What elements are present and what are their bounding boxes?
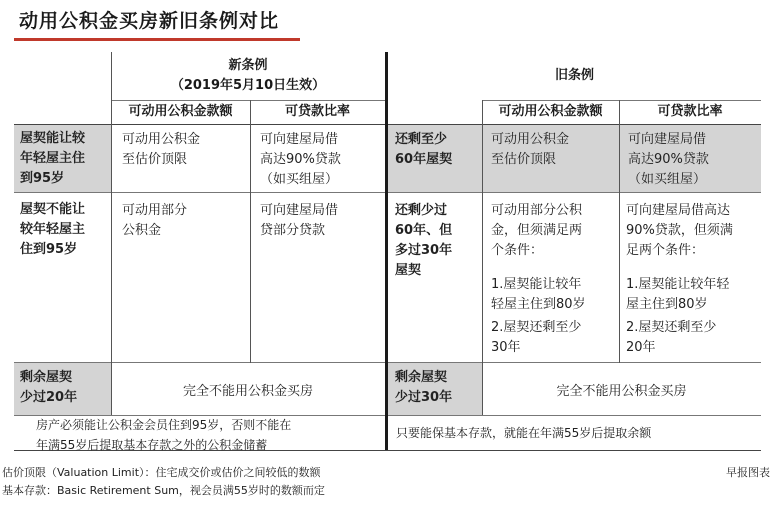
row2-old-ratio: 可向建屋局借高达 90%贷款，但须满 足两个条件：	[626, 203, 733, 258]
new-old-divider	[385, 52, 388, 450]
row2-old-amount-condition-2: 2.屋契还剩至少 30年	[491, 320, 582, 355]
row1-old-amount: 可动用公积金 至估价顶限	[491, 132, 570, 167]
old-rules-note: 只要能保基本存款，就能在年满55岁后提取余额	[396, 426, 652, 440]
header-sub-line-new	[111, 100, 385, 101]
old-col-ratio-header: 可贷款比率	[657, 104, 723, 119]
title-underline	[14, 38, 300, 41]
new-col-amount-header: 可动用公积金款额	[128, 104, 233, 119]
footnote-valuation-limit: 估价顶限（Valuation Limit）：住宅成交价或估价之间较低的数额	[2, 466, 321, 479]
row2-old-amount-condition-1: 1.屋契能让较年 轻屋主住到80岁	[491, 277, 586, 312]
row2-old-amount: 可动用部分公积 金，但须满足两 个条件：	[491, 203, 583, 258]
row3-new-text: 完全不能用公积金买房	[182, 384, 313, 399]
page-title: 动用公积金买房新旧条例对比	[19, 10, 280, 32]
footnote-basic-retirement-sum: 基本存款：Basic Retirement Sum，视会员满55岁时的数额而定	[2, 484, 325, 497]
new-rules-heading: 新条例	[228, 58, 268, 73]
header-sub-line-old	[482, 100, 761, 101]
col-line-new-2	[250, 100, 251, 363]
new-rules-effective-date: （2019年5月10日生效）	[170, 78, 326, 93]
row2-old-ratio-condition-1: 1.屋契能让较年轻 屋主住到80岁	[626, 277, 730, 312]
row2-old-ratio-condition-2: 2.屋契还剩至少 20年	[626, 320, 717, 355]
col-line-old-1	[482, 100, 483, 415]
old-col-amount-header: 可动用公积金款额	[498, 104, 603, 119]
row2-old-label: 还剩少过 60年、但 多过30年 屋契	[395, 203, 453, 278]
old-rules-heading: 旧条例	[554, 68, 594, 83]
col-line-old-2	[619, 100, 620, 363]
row3-new-label: 剩余屋契 少过20年	[20, 370, 78, 405]
row2-new-amount: 可动用部分 公积金	[122, 203, 188, 238]
new-col-ratio-header: 可贷款比率	[284, 104, 350, 119]
new-rules-note: 房产必须能让公积金会员住到95岁，否则不能在 年满55岁后提取基本存款之外的公积金储蓄	[36, 418, 292, 452]
row2-new-ratio: 可向建屋局借 贷部分贷款	[260, 203, 339, 238]
row2-new-label: 屋契不能让 较年轻屋主 住到95岁	[20, 202, 86, 257]
row1-new-amount: 可动用公积金 至估价顶限	[122, 132, 201, 167]
row3-old-label: 剩余屋契 少过30年	[395, 370, 453, 405]
row1-old-label: 还剩至少 60年屋契	[395, 132, 453, 167]
row1-old-ratio: 可向建屋局借 高达90%贷款 （如买组屋）	[628, 132, 709, 187]
row3-old-text: 完全不能用公积金买房	[556, 384, 687, 399]
row1-new-ratio: 可向建屋局借 高达90%贷款 （如买组屋）	[260, 132, 341, 187]
source-credit: 早报图表	[726, 466, 770, 479]
row1-new-label: 屋契能让较 年轻屋主住 到95岁	[20, 131, 86, 186]
